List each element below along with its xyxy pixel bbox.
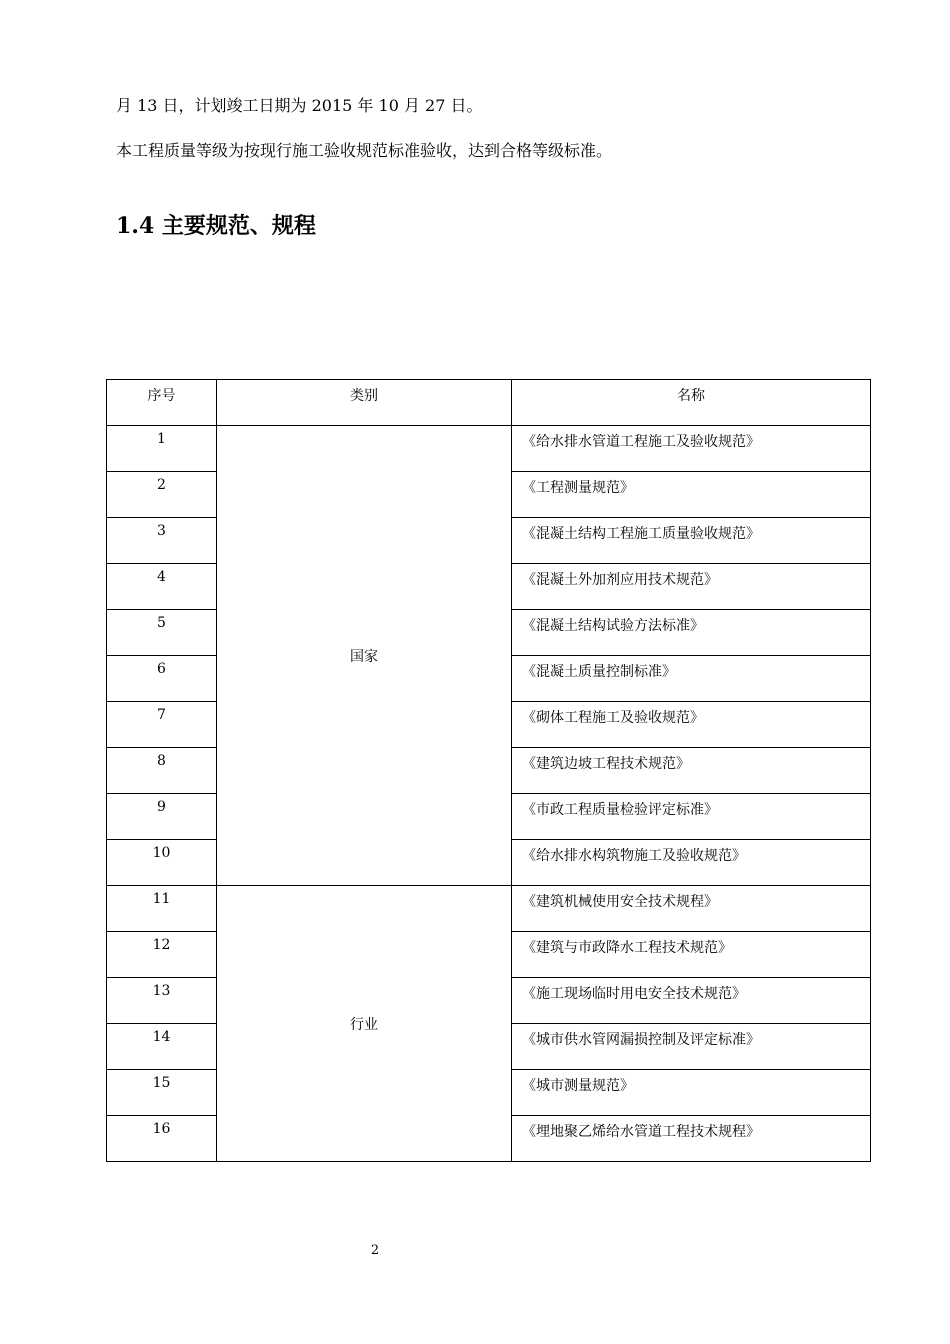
standard-name: 《埋地聚乙烯给水管道工程技术规程》 bbox=[512, 1116, 871, 1162]
row-number: 3 bbox=[107, 518, 217, 564]
page-number: 2 bbox=[370, 1243, 380, 1258]
standard-name: 《施工现场临时用电安全技术规范》 bbox=[512, 978, 871, 1024]
row-number: 2 bbox=[107, 472, 217, 518]
row-number: 7 bbox=[107, 702, 217, 748]
header-category: 类别 bbox=[217, 380, 512, 426]
standard-name: 《给水排水管道工程施工及验收规范》 bbox=[512, 426, 871, 472]
row-number: 5 bbox=[107, 610, 217, 656]
standard-name: 《建筑与市政降水工程技术规范》 bbox=[512, 932, 871, 978]
row-number: 15 bbox=[107, 1070, 217, 1116]
standard-name: 《市政工程质量检验评定标准》 bbox=[512, 794, 871, 840]
standard-name: 《混凝土外加剂应用技术规范》 bbox=[512, 564, 871, 610]
header-serial-number: 序号 bbox=[107, 380, 217, 426]
row-number: 13 bbox=[107, 978, 217, 1024]
row-number: 10 bbox=[107, 840, 217, 886]
standard-name: 《砌体工程施工及验收规范》 bbox=[512, 702, 871, 748]
standard-name: 《建筑机械使用安全技术规程》 bbox=[512, 886, 871, 932]
standard-name: 《混凝土结构试验方法标准》 bbox=[512, 610, 871, 656]
category-industry: 行业 bbox=[217, 886, 512, 1162]
row-number: 8 bbox=[107, 748, 217, 794]
standard-name: 《建筑边坡工程技术规范》 bbox=[512, 748, 871, 794]
category-national: 国家 bbox=[217, 426, 512, 886]
row-number: 12 bbox=[107, 932, 217, 978]
paragraph-completion-date: 月 13 日，计划竣工日期为 2015 年 10 月 27 日。 bbox=[116, 96, 483, 115]
paragraph-quality-grade: 本工程质量等级为按现行施工验收规范标准验收，达到合格等级标准。 bbox=[116, 141, 613, 160]
table-row bbox=[107, 426, 871, 472]
standard-name: 《城市供水管网漏损控制及评定标准》 bbox=[512, 1024, 871, 1070]
standard-name: 《混凝土质量控制标准》 bbox=[512, 656, 871, 702]
row-number: 4 bbox=[107, 564, 217, 610]
table-header-row bbox=[107, 380, 871, 426]
row-number: 14 bbox=[107, 1024, 217, 1070]
standard-name: 《工程测量规范》 bbox=[512, 472, 871, 518]
table-row bbox=[107, 886, 871, 932]
row-number: 9 bbox=[107, 794, 217, 840]
row-number: 16 bbox=[107, 1116, 217, 1162]
row-number: 6 bbox=[107, 656, 217, 702]
section-heading: 1.4 主要规范、规程 bbox=[116, 213, 316, 239]
standards-table bbox=[106, 379, 871, 1162]
standard-name: 《混凝土结构工程施工质量验收规范》 bbox=[512, 518, 871, 564]
standard-name: 《给水排水构筑物施工及验收规范》 bbox=[512, 840, 871, 886]
row-number: 1 bbox=[107, 426, 217, 472]
standard-name: 《城市测量规范》 bbox=[512, 1070, 871, 1116]
header-name: 名称 bbox=[512, 380, 871, 426]
row-number: 11 bbox=[107, 886, 217, 932]
